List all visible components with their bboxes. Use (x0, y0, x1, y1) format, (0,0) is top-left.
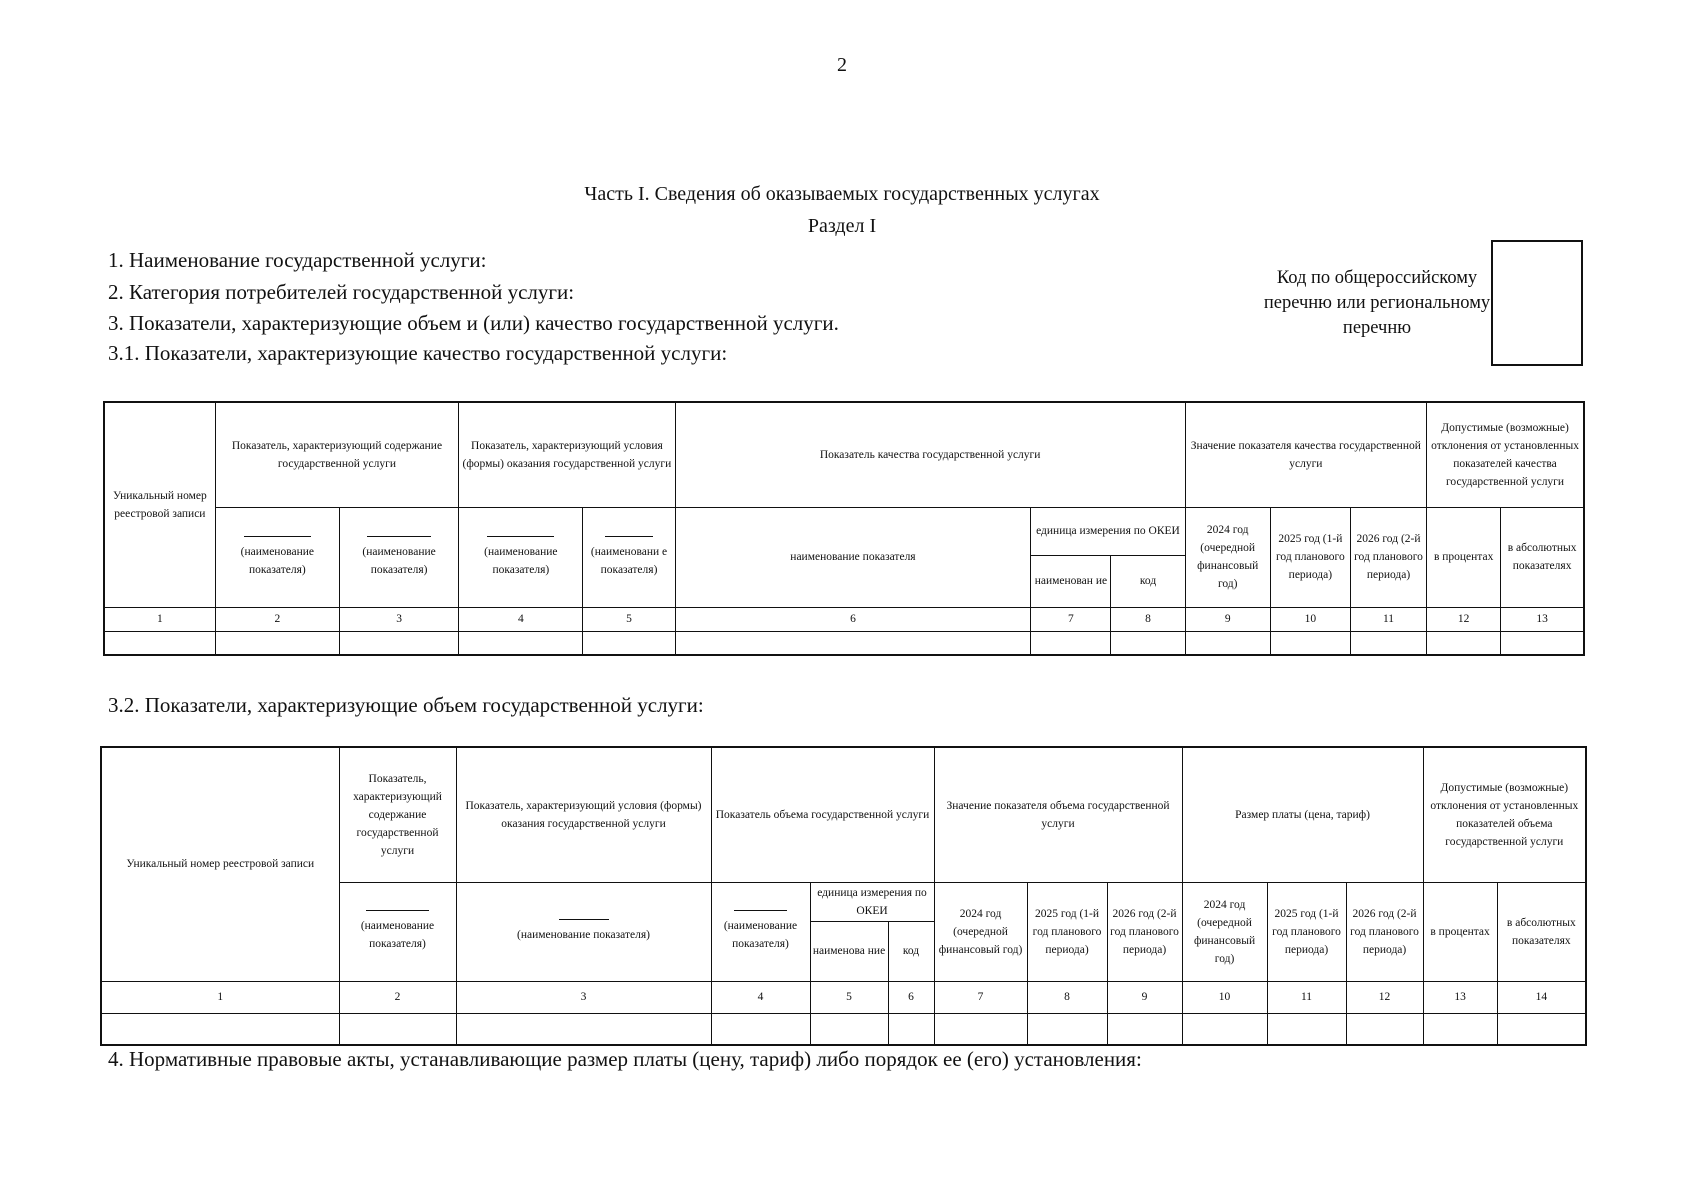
empty-cell (1107, 1013, 1182, 1045)
empty-cell (339, 631, 458, 655)
indicator-name-cell: (наименование показателя) (459, 507, 583, 607)
empty-cell (459, 631, 583, 655)
empty-cell (1270, 631, 1350, 655)
column-number: 1 (101, 981, 339, 1013)
empty-cell (1031, 631, 1111, 655)
unit-name-header: наименова ние (810, 921, 888, 981)
quality-empty-row (104, 631, 1584, 655)
column-number: 12 (1346, 981, 1423, 1013)
empty-cell (583, 631, 675, 655)
volume-value-header: Значение показателя объема государственной услуги (934, 747, 1182, 882)
column-number: 3 (456, 981, 711, 1013)
column-number: 6 (888, 981, 934, 1013)
empty-cell (1423, 1013, 1497, 1045)
unit-code-header: код (1111, 555, 1185, 607)
code-label: Код по общероссийскому перечню или региональному перечню (1263, 268, 1491, 338)
condition-indicator-header: Показатель, характеризующий условия (формы) оказания государственной услуги (459, 402, 675, 507)
column-number: 6 (675, 607, 1031, 631)
part-heading: Часть I. Сведения об оказываемых государственных услугах (584, 183, 1100, 205)
deviation-header: Допустимые (возможные) отклонения от установленных показателей объема государственной услуги (1423, 747, 1586, 882)
item-normative-acts: 4. Нормативные правовые акты, устанавливающие размер платы (цену, тариф) либо порядок ее (его) установления: (108, 1047, 1142, 1071)
volume-table (100, 746, 1587, 1046)
fee-header: Размер платы (цена, тариф) (1182, 747, 1423, 882)
indicator-name-cell: (наименование показателя) (339, 507, 458, 607)
empty-cell (810, 1013, 888, 1045)
condition-indicator-header: Показатель, характеризующий условия (формы) оказания государственной услуги (456, 747, 711, 882)
volume-number-row (101, 981, 1586, 1013)
empty-cell (888, 1013, 934, 1045)
percent-header: в процентах (1423, 882, 1497, 981)
column-number: 8 (1111, 607, 1185, 631)
fee-2024-header: 2024 год (очередной финансовый год) (1182, 882, 1267, 981)
empty-cell (1350, 631, 1426, 655)
column-number: 13 (1423, 981, 1497, 1013)
quality-header-row-2 (104, 507, 1584, 555)
column-number: 4 (459, 607, 583, 631)
year-2024-header: 2024 год (очередной финансовый год) (934, 882, 1027, 981)
volume-header-row-1 (101, 747, 1586, 882)
empty-cell (215, 631, 339, 655)
empty-cell (1501, 631, 1584, 655)
fee-2026-header: 2026 год (2-й год планового периода) (1346, 882, 1423, 981)
empty-cell (1346, 1013, 1423, 1045)
empty-cell (456, 1013, 711, 1045)
column-number: 9 (1107, 981, 1182, 1013)
column-number: 10 (1270, 607, 1350, 631)
column-number: 2 (339, 981, 456, 1013)
empty-cell (339, 1013, 456, 1045)
quality-table (103, 401, 1585, 656)
unit-code-header: код (888, 921, 934, 981)
column-number: 2 (215, 607, 339, 631)
empty-cell (711, 1013, 810, 1045)
year-2025-header: 2025 год (1-й год планового периода) (1027, 882, 1107, 981)
quality-header-row-1 (104, 402, 1584, 507)
unique-number-header: Уникальный номер реестровой записи (104, 402, 215, 607)
fee-2025-header: 2025 год (1-й год планового периода) (1267, 882, 1346, 981)
empty-cell (1182, 1013, 1267, 1045)
quality-number-row (104, 607, 1584, 631)
empty-cell (934, 1013, 1027, 1045)
okei-unit-header: единица измерения по ОКЕИ (810, 882, 934, 921)
column-number: 13 (1501, 607, 1584, 631)
content-indicator-header: Показатель, характеризующий содержание государственной услуги (215, 402, 458, 507)
item-service-name: 1. Наименование государственной услуги: (108, 248, 487, 272)
indicator-name-cell: (наименование показателя) (456, 882, 711, 981)
empty-cell (675, 631, 1031, 655)
empty-cell (1497, 1013, 1586, 1045)
column-number: 4 (711, 981, 810, 1013)
indicator-name-cell: (наименовани е показателя) (583, 507, 675, 607)
indicator-name-cell: (наименование показателя) (711, 882, 810, 981)
column-number: 7 (934, 981, 1027, 1013)
empty-cell (1027, 1013, 1107, 1045)
deviation-header: Допустимые (возможные) отклонения от установленных показателей качества государственной услуги (1427, 402, 1584, 507)
column-number: 8 (1027, 981, 1107, 1013)
content-indicator-header: Показатель, характеризующий содержание государственной услуги (339, 747, 456, 882)
quality-indicator-name-header: наименование показателя (675, 507, 1031, 607)
empty-cell (1111, 631, 1185, 655)
okei-unit-header: единица измерения по ОКЕИ (1031, 507, 1185, 555)
item-quality-indicators: 3.1. Показатели, характеризующие качество государственной услуги: (108, 341, 728, 365)
unique-number-header: Уникальный номер реестровой записи (101, 747, 339, 981)
indicator-name-cell: (наименование показателя) (215, 507, 339, 607)
unit-name-header: наименован ие (1031, 555, 1111, 607)
item-volume-indicators: 3.2. Показатели, характеризующие объем государственной услуги: (108, 693, 704, 717)
percent-header: в процентах (1427, 507, 1501, 607)
column-number: 3 (339, 607, 458, 631)
page-number: 2 (837, 54, 847, 76)
column-number: 5 (810, 981, 888, 1013)
section-heading: Раздел I (807, 215, 877, 237)
column-number: 1 (104, 607, 215, 631)
column-number: 11 (1350, 607, 1426, 631)
column-number: 12 (1427, 607, 1501, 631)
year-2026-header: 2026 год (2-й год планового периода) (1107, 882, 1182, 981)
column-number: 11 (1267, 981, 1346, 1013)
empty-cell (101, 1013, 339, 1045)
quality-indicator-header: Показатель качества государственной услуги (675, 402, 1185, 507)
quality-value-header: Значение показателя качества государственной услуги (1185, 402, 1426, 507)
year-2026-header: 2026 год (2-й год планового периода) (1350, 507, 1426, 607)
empty-cell (1427, 631, 1501, 655)
empty-cell (104, 631, 215, 655)
empty-cell (1185, 631, 1270, 655)
absolute-header: в абсолютных показателях (1497, 882, 1586, 981)
column-number: 14 (1497, 981, 1586, 1013)
item-indicators: 3. Показатели, характеризующие объем и (или) качество государственной услуги. (108, 311, 839, 335)
column-number: 5 (583, 607, 675, 631)
year-2024-header: 2024 год (очередной финансовый год) (1185, 507, 1270, 607)
indicator-name-cell: (наименование показателя) (339, 882, 456, 981)
absolute-header: в абсолютных показателях (1501, 507, 1584, 607)
column-number: 7 (1031, 607, 1111, 631)
column-number: 9 (1185, 607, 1270, 631)
empty-cell (1267, 1013, 1346, 1045)
volume-empty-row (101, 1013, 1586, 1045)
column-number: 10 (1182, 981, 1267, 1013)
year-2025-header: 2025 год (1-й год планового периода) (1270, 507, 1350, 607)
item-consumer-category: 2. Категория потребителей государственной услуги: (108, 280, 575, 304)
volume-indicator-header: Показатель объема государственной услуги (711, 747, 934, 882)
code-box (1491, 240, 1583, 366)
